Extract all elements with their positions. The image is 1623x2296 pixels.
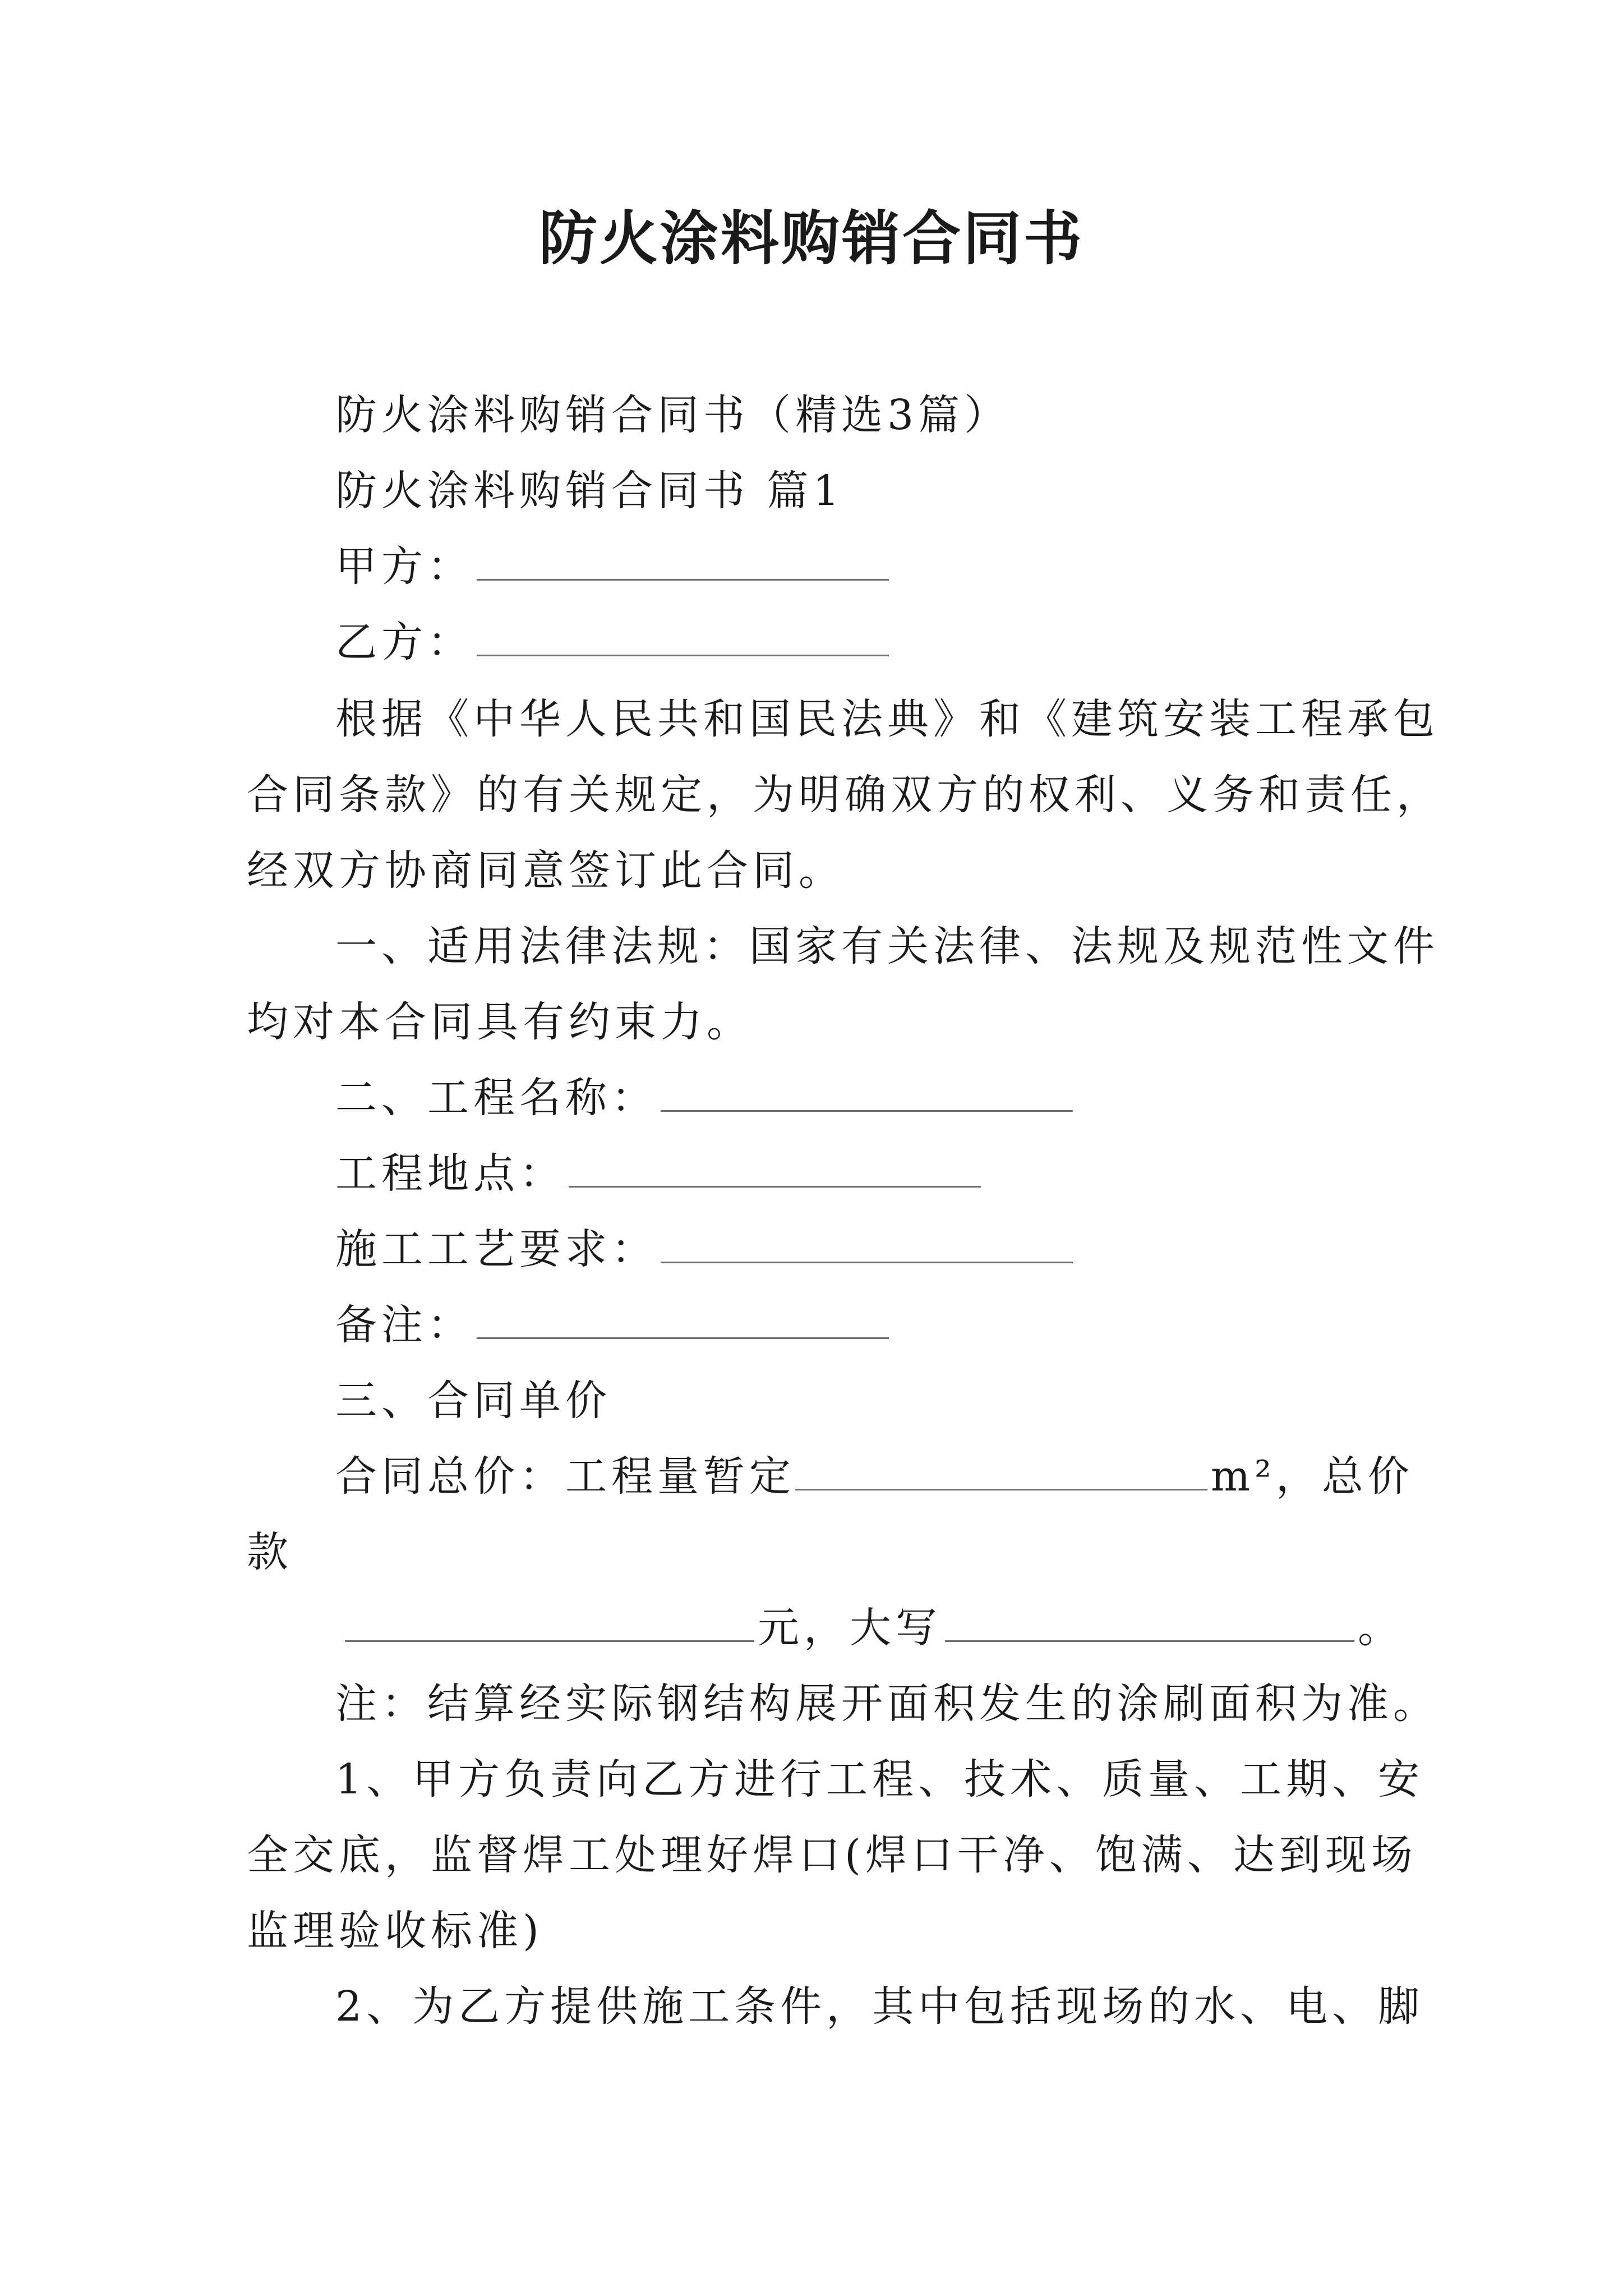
section-heading: 防火涂料购销合同书 篇1 [335,467,844,515]
craft-requirement-blank [661,1230,1073,1263]
amount-unit-label: 元，大写 [758,1604,942,1652]
party-b-blank [477,623,889,656]
total-price-line-2: 款 [247,1528,293,1576]
basis-paragraph-line-2: 合同条款》的有关规定，为明确双方的权利、义务和责任， [247,771,1442,819]
remark-blank [477,1306,889,1339]
law-clause-line-1: 一、适用法律法规：国家有关法律、法规及规范性文件 [335,922,1439,970]
basis-paragraph-line-3: 经双方协商同意签订此合同。 [247,846,845,895]
craft-requirement-label: 施工工艺要求： [335,1225,657,1273]
subtitle: 防火涂料购销合同书（精选3篇） [335,391,1011,439]
document-title: 防火涂料购销合同书 [538,204,1084,273]
project-name-line [335,1070,1479,1126]
project-site-line [335,1145,1479,1202]
amount-in-words-blank [945,1609,1354,1642]
item-1-line-1: 1、甲方负责向乙方进行工程、技术、质量、工期、安 [335,1755,1424,1803]
amount-blank [345,1609,754,1642]
project-name-label: 二、工程名称： [335,1074,657,1122]
total-price-unit: m²，总价 [1211,1452,1414,1501]
amount-end-mark: 。 [1358,1604,1404,1652]
project-site-label: 工程地点： [335,1149,565,1198]
quantity-blank [795,1457,1207,1490]
item-2-line-1: 2、为乙方提供施工条件，其中包括现场的水、电、脚 [335,1982,1424,2031]
party-a-line [335,539,1479,595]
basis-paragraph-line-1: 根据《中华人民共和国民法典》和《建筑安装工程承包 [335,695,1439,743]
total-price-line-1 [335,1448,1479,1504]
party-a-label: 甲方： [335,542,473,591]
remark-line [335,1297,1479,1353]
remark-label: 备注： [335,1301,473,1349]
party-b-line [335,614,1479,670]
craft-requirement-line [335,1221,1479,1277]
item-1-line-2: 全交底，监督焊工处理好焊口(焊口干净、饱满、达到现场 [247,1831,1417,1879]
law-clause-line-2: 均对本合同具有约束力。 [247,998,753,1046]
total-price-line-3 [345,1600,1489,1656]
party-b-label: 乙方： [335,618,473,666]
unit-price-heading: 三、合同单价 [335,1377,611,1425]
party-a-blank [477,547,889,581]
project-site-blank [569,1154,981,1188]
total-price-label: 合同总价：工程量暂定 [335,1452,795,1501]
settlement-note: 注：结算经实际钢结构展开面积发生的涂刷面积为准。 [335,1680,1439,1728]
project-name-blank [661,1079,1073,1112]
item-1-line-3: 监理验收标准) [247,1907,543,1955]
